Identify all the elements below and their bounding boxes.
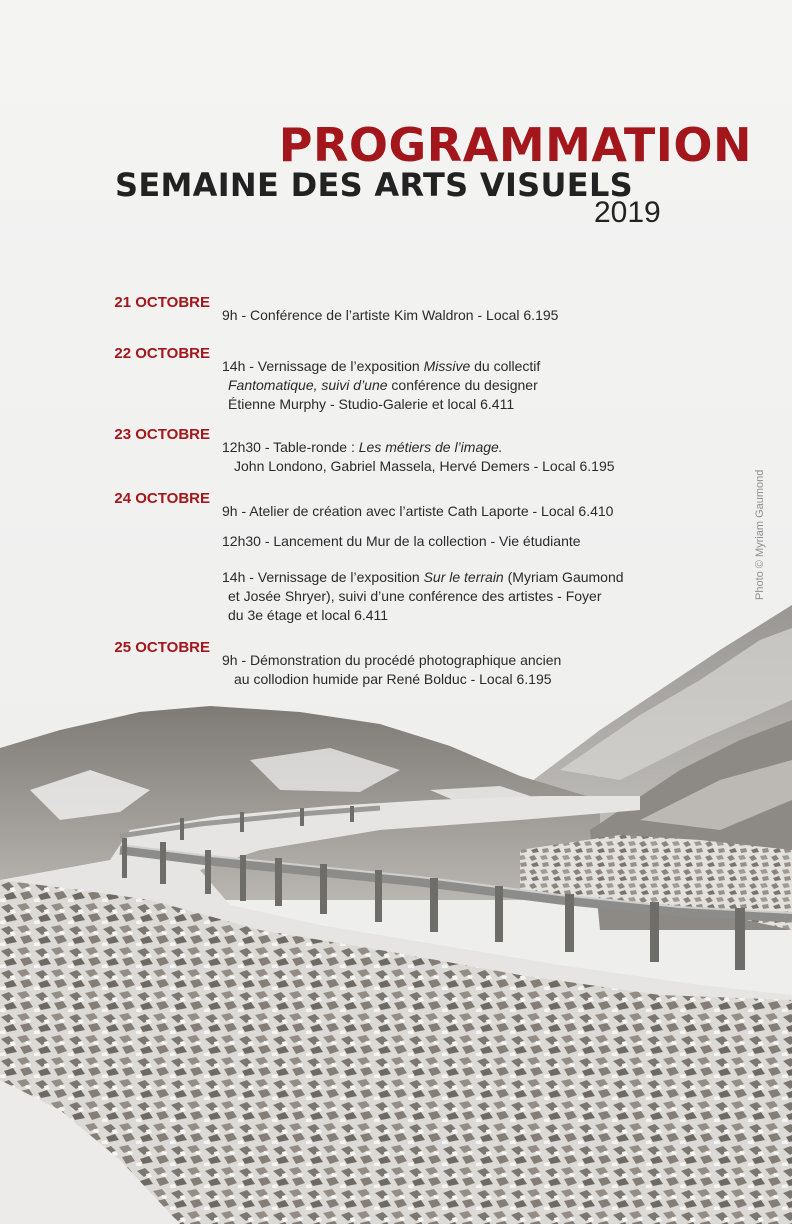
date-22-octobre: 22 OCTOBRE <box>114 345 210 362</box>
poster-subtitle: SEMAINE DES ARTS VISUELS <box>115 166 633 204</box>
photo-credit: Photo © Myriam Gaumond <box>754 469 766 600</box>
event-line: Fantomatique, suivi d’une conférence du designer <box>228 377 538 393</box>
event-line: 12h30 - Lancement du Mur de la collection - Vie étudiante <box>222 533 581 549</box>
event-24-sur-le-terrain <box>222 568 672 625</box>
event-line: du 3e étage et local 6.411 <box>228 607 389 623</box>
event-line: Étienne Murphy - Studio-Galerie et local 6.411 <box>228 396 515 412</box>
date-23-octobre: 23 OCTOBRE <box>114 426 210 443</box>
poster-title: PROGRAMMATION <box>278 118 752 172</box>
date-21-octobre: 21 OCTOBRE <box>114 294 210 311</box>
event-line: 12h30 - Table-ronde : Les métiers de l’image. <box>222 439 503 455</box>
date-24-octobre: 24 OCTOBRE <box>114 490 210 507</box>
event-22-missive <box>222 357 672 414</box>
event-21-kim-waldron <box>222 306 672 325</box>
event-line: et Josée Shryer), suivi d’une conférence des artistes - Foyer <box>228 588 602 604</box>
event-24-atelier <box>222 502 672 521</box>
event-line: John Londono, Gabriel Massela, Hervé Demers - Local 6.195 <box>234 458 615 474</box>
event-line: 14h - Vernissage de l’exposition Missive du collectif <box>222 358 541 374</box>
event-line: 14h - Vernissage de l’exposition Sur le terrain (Myriam Gaumond <box>222 569 624 585</box>
event-line: 9h - Conférence de l’artiste Kim Waldron - Local 6.195 <box>222 307 559 323</box>
poster-year: 2019 <box>594 196 661 229</box>
date-25-octobre: 25 OCTOBRE <box>114 639 210 656</box>
event-25-collodion <box>222 651 672 689</box>
event-line: au collodion humide par René Bolduc - Local 6.195 <box>234 671 552 687</box>
event-line: 9h - Démonstration du procédé photographique ancien <box>222 652 562 668</box>
event-line: 9h - Atelier de création avec l’artiste Cath Laporte - Local 6.410 <box>222 503 614 519</box>
event-23-table-ronde <box>222 438 672 476</box>
event-24-mur-collection <box>222 532 672 551</box>
